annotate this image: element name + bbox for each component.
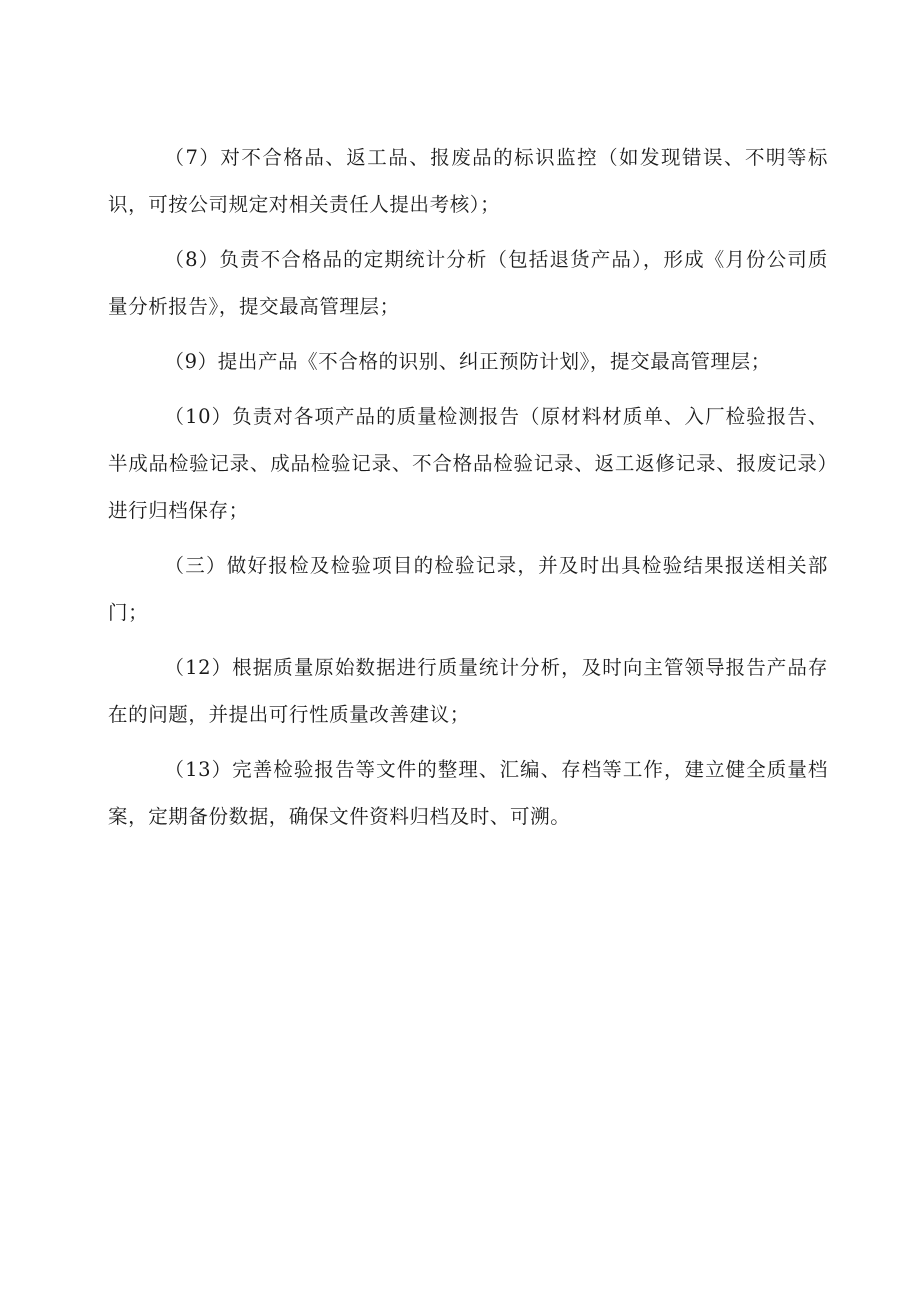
paragraph-item-7: （7）对不合格品、返工品、报废品的标识监控（如发现错误、不明等标识，可按公司规定对相关责任人提出考核）；	[108, 146, 828, 216]
paragraph-item-12: （12）根据质量原始数据进行质量统计分析，及时向主管领导报告产品存在的问题，并提出可行性质量改善建议；	[108, 656, 828, 726]
paragraph-item-9: （9）提出产品《不合格的识别、纠正预防计划》，提交最高管理层；	[164, 350, 771, 373]
paragraph-item-3: （三）做好报检及检验项目的检验记录，并及时出具检验结果报送相关部门；	[108, 554, 828, 624]
document-body	[108, 134, 828, 848]
paragraph-item-8: （8）负责不合格品的定期统计分析（包括退货产品），形成《月份公司质量分析报告》，提交最高管理层；	[108, 248, 828, 318]
paragraph-item-13: （13）完善检验报告等文件的整理、汇编、存档等工作，建立健全质量档案，定期备份数据，确保文件资料归档及时、可溯。	[108, 758, 828, 828]
paragraph-item-10: （10）负责对各项产品的质量检测报告（原材料材质单、入厂检验报告、半成品检验记录、成品检验记录、不合格品检验记录、返工返修记录、报废记录）进行归档保存；	[108, 405, 828, 522]
